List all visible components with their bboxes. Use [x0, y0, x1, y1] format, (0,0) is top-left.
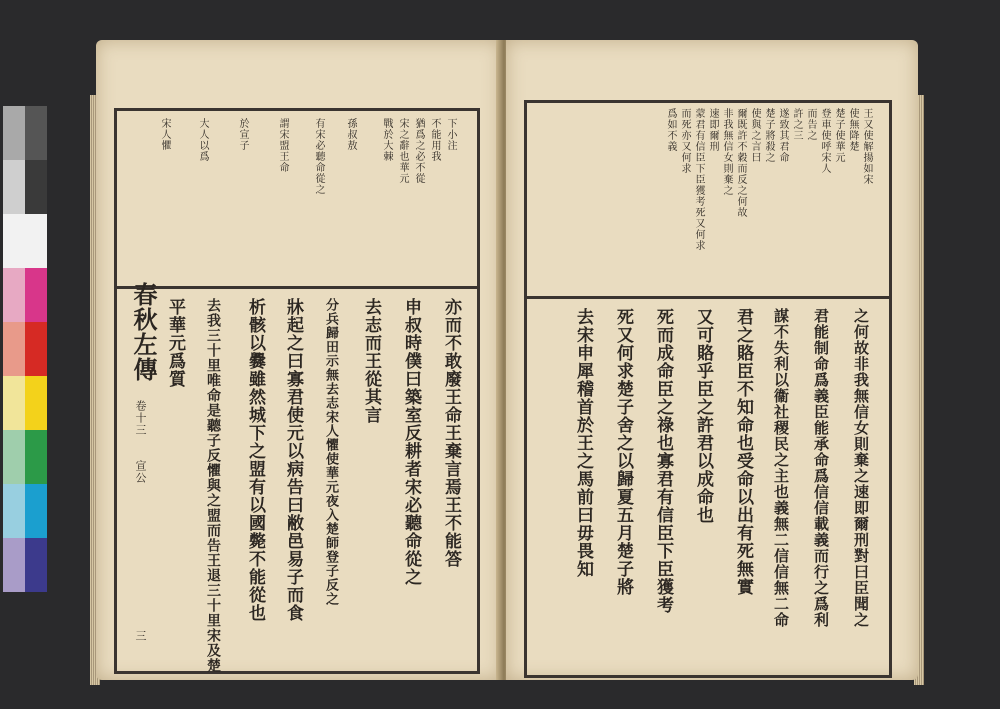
right-page	[506, 40, 918, 680]
right-note-6: 許之三	[791, 108, 802, 141]
folio-number: 三	[134, 630, 147, 642]
right-note-4: 登車使呼宋人	[819, 108, 830, 174]
left-note-3: 猶爲之必不從	[413, 118, 424, 184]
left-main-2: 申叔時僕曰築室反耕者宋必聽命從之	[401, 298, 421, 586]
left-note-10: 大人以爲	[197, 118, 208, 162]
left-main-6: 析骸以爨雖然城下之盟有以國斃不能從也	[245, 298, 265, 622]
right-main-3: 謀不失利以衞社稷民之主也義無二信信無二命	[772, 308, 790, 628]
right-note-8: 楚子將殺之	[763, 108, 774, 163]
right-note-3: 楚子使華元	[833, 108, 844, 163]
right-main-5: 又可賂乎臣之許君以成命也	[693, 308, 713, 524]
left-note-1: 下小注	[445, 118, 456, 151]
left-note-4: 宋之辭也華元	[397, 118, 408, 184]
right-note-10: 爾既許不穀而反之何故	[735, 108, 746, 218]
left-register-divider	[114, 286, 480, 289]
right-note-7: 遂致其君命	[777, 108, 788, 163]
open-book	[96, 40, 918, 680]
right-note-12: 速即爾刑	[707, 108, 718, 152]
left-note-9: 於宣子	[237, 118, 248, 151]
left-main-3: 去志而王從其言	[361, 298, 381, 424]
left-note-7: 有宋必聽命從之	[313, 118, 324, 195]
left-main-4: 分兵歸田示無去志宋人懼使華元夜入楚師登子反之	[323, 298, 338, 606]
right-note-11: 非我無信女則棄之	[721, 108, 732, 196]
right-note-9: 使與之言曰	[749, 108, 760, 163]
left-note-11: 宋人懼	[159, 118, 170, 151]
left-main-1: 亦而不敢廢王命王棄言焉王不能答	[441, 298, 461, 568]
left-note-6: 孫叔敖	[345, 118, 356, 151]
right-note-13: 蒙君有信臣下臣獲考死又何求	[693, 108, 704, 251]
right-main-1: 之何故非我無信女則棄之速即爾刑對曰臣聞之	[852, 308, 870, 628]
right-main-7: 死又何求楚子舍之以歸夏五月楚子將	[613, 308, 633, 596]
book-title: 春秋左傳	[129, 282, 158, 382]
right-main-4: 君之賂臣不知命也受命以出有死無實	[733, 308, 753, 596]
volume-label: 卷十三	[134, 400, 147, 436]
section-label: 宣公	[134, 460, 147, 484]
right-note-15: 爲如不義	[665, 108, 676, 152]
right-main-2: 君能制命爲義臣能承命爲信信載義而行之爲利	[812, 308, 830, 628]
left-note-2: 不能用我	[429, 118, 440, 162]
left-main-5: 牀起之曰寡君使元以病告曰敝邑易子而食	[283, 298, 303, 622]
right-note-1: 王又使解揚如宋	[861, 108, 872, 185]
right-note-14: 而死亦又何求	[679, 108, 690, 174]
left-page	[96, 40, 501, 680]
left-note-8: 謂宋盟王命	[277, 118, 288, 173]
right-register-divider	[524, 296, 892, 299]
left-note-5: 戰於大棘	[381, 118, 392, 162]
right-main-8: 去宋申犀稽首於王之馬前曰毋畏知	[573, 308, 593, 578]
left-main-8: 平華元爲質	[165, 298, 185, 388]
right-note-2: 使無降楚	[847, 108, 858, 152]
color-calibration-strip	[3, 106, 47, 592]
right-main-6: 死而成命臣之祿也寡君有信臣下臣獲考	[653, 308, 673, 614]
right-note-5: 而告之	[805, 108, 816, 141]
left-main-7: 去我三十里唯命是聽子反懼與之盟而告王退三十里宋及楚	[205, 298, 221, 673]
